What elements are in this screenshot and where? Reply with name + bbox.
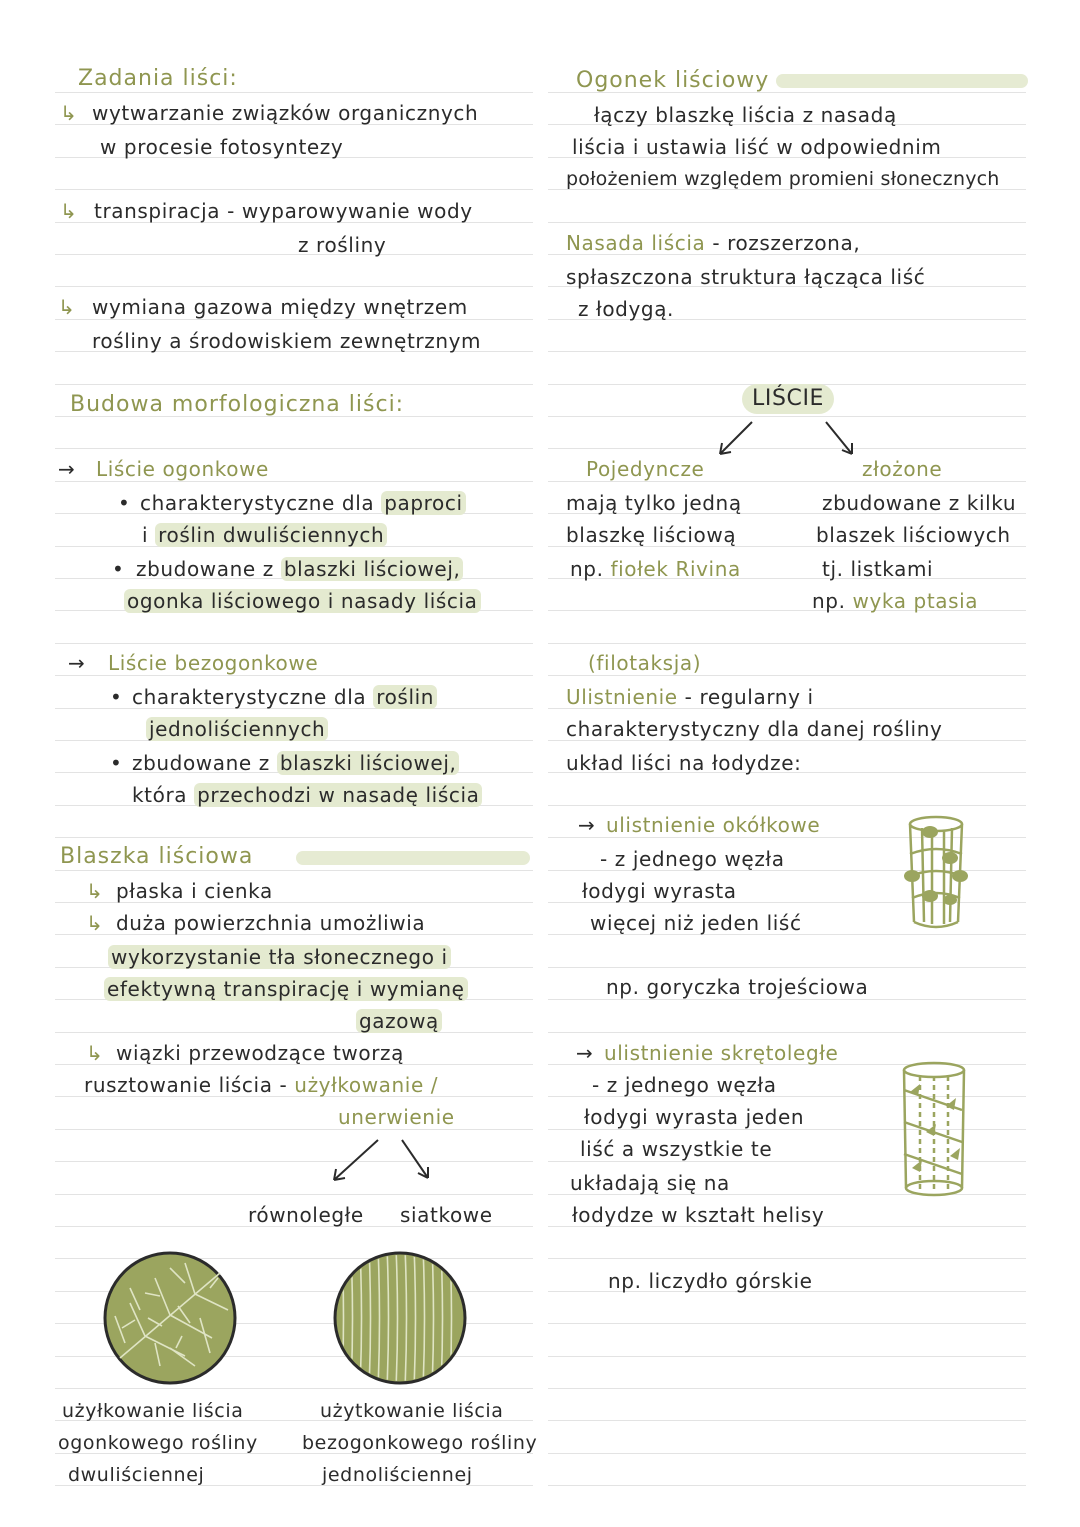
caption-1-l1: użyłkowanie liścia: [62, 1400, 244, 1422]
ruled-line: [55, 837, 533, 838]
ogonek-l3: położeniem względem promieni słonecznych: [566, 168, 1000, 190]
okolkowe-l1: - z jednego węzła: [600, 847, 785, 871]
ruled-line: [548, 351, 1026, 352]
right-arrow-icon: →: [576, 1041, 594, 1065]
branch-arrows-icon: [320, 1136, 440, 1186]
hook-arrow-icon: ↳: [60, 199, 78, 223]
branch-right-label: siatkowe: [400, 1203, 493, 1227]
caption-2-l3: jednoliściennej: [322, 1464, 473, 1486]
bezogonkowe-b2: zbudowane z blaszki liściowej,: [132, 750, 459, 776]
ruled-line: [548, 1453, 1026, 1454]
ogonkowe-b1-cont: i roślin dwuliściennych: [142, 522, 387, 548]
ruled-line: [548, 1032, 1026, 1033]
right-arrow-icon: →: [578, 813, 596, 837]
caption-1-l3: dwuliściennej: [68, 1464, 205, 1486]
skretolegle-l2: łodygi wyrasta jeden: [584, 1105, 805, 1129]
bullet-dot-icon: •: [110, 751, 123, 775]
zadania-item-3: wymiana gazowa między wnętrzem: [92, 295, 468, 319]
liscie-badge: LIŚCIE: [742, 384, 834, 414]
ogonek-l1: łączy blaszkę liścia z nasadą: [594, 103, 897, 127]
bullet-dot-icon: •: [118, 491, 131, 515]
caption-2-l1: użytkowanie liścia: [320, 1400, 504, 1422]
blaszka-item-2-cont2: efektywną transpirację i wymianę: [104, 976, 468, 1002]
ruled-line: [548, 1258, 1026, 1259]
ruled-line: [55, 1194, 533, 1195]
skretolegle-l5: łodydze w kształt helisy: [572, 1203, 825, 1227]
blaszka-item-3-cont: rusztowanie liścia - użyłkowanie /: [84, 1073, 439, 1097]
okolkowe-l2: łodygi wyrasta: [582, 879, 737, 903]
zlozone-l3: tj. listkami: [822, 557, 934, 581]
branch-arrows-icon: [700, 420, 870, 460]
ruled-line: [55, 448, 533, 449]
right-arrow-icon: →: [68, 651, 86, 675]
ruled-line: [55, 1129, 533, 1130]
budowa-title: Budowa morfologiczna liści:: [70, 392, 405, 417]
ruled-line: [548, 967, 1026, 968]
hook-arrow-icon: ↳: [86, 1041, 104, 1065]
parallel-venation-icon: [330, 1248, 470, 1388]
blaszka-item-2-cont3: gazową: [356, 1008, 442, 1034]
ruled-line: [55, 92, 533, 93]
skretolegle-l4: układają się na: [570, 1171, 730, 1195]
zadania-item-3-cont: rośliny a środowiskiem zewnętrznym: [92, 329, 482, 353]
ruled-line: [548, 222, 1026, 223]
nasada-l2: spłaszczona struktura łącząca liść: [566, 265, 926, 289]
ruled-line: [55, 384, 533, 385]
reticulate-venation-icon: [100, 1248, 240, 1388]
ogonek-title: Ogonek liściowy: [576, 68, 770, 93]
ruled-line: [55, 1032, 533, 1033]
bullet-dot-icon: •: [112, 557, 125, 581]
hook-arrow-icon: ↳: [86, 879, 104, 903]
ruled-line: [548, 1388, 1026, 1389]
bezogonkowe-b1-cont: jednoliściennych: [146, 716, 328, 742]
blaszka-item-2: duża powierzchnia umożliwia: [116, 911, 426, 935]
bezogonkowe-b1: charakterystyczne dla roślin: [132, 684, 437, 710]
ruled-line: [548, 1356, 1026, 1357]
hook-arrow-icon: ↳: [60, 101, 78, 125]
spiral-stem-icon: [896, 1060, 972, 1200]
bullet-dot-icon: •: [110, 685, 123, 709]
branch-left-label: równoległe: [248, 1203, 364, 1227]
zadania-item-1-cont: w procesie fotosyntezy: [100, 135, 344, 159]
ogonkowe-b2: zbudowane z blaszki liściowej,: [136, 556, 463, 582]
ruled-line: [55, 870, 533, 871]
ruled-line: [548, 1420, 1026, 1421]
ruled-line: [548, 1485, 1026, 1486]
skretolegle-example: np. liczydło górskie: [608, 1269, 813, 1293]
zlozone-l2: blaszek liściowych: [816, 523, 1011, 547]
filotaksja-label: (filotaksja): [588, 651, 702, 675]
skretolegle-l1: - z jednego węzła: [592, 1073, 777, 1097]
bezogonkowe-title: Liście bezogonkowe: [108, 651, 319, 675]
ulistnienie-l2: charakterystyczny dla danej rośliny: [566, 717, 943, 741]
skretolegle-title: ulistnienie skrętoległe: [604, 1041, 839, 1065]
ogonkowe-title: Liście ogonkowe: [96, 457, 269, 481]
ruled-line: [55, 189, 533, 190]
hook-arrow-icon: ↳: [58, 295, 76, 319]
caption-2-l2: bezogonkowego rośliny: [302, 1432, 538, 1454]
skretolegle-l3: liść a wszystkie te: [580, 1137, 773, 1161]
right-arrow-icon: →: [58, 457, 76, 481]
pojedyncze-title: Pojedyncze: [586, 457, 705, 481]
pojedyncze-l1: mają tylko jedną: [566, 491, 742, 515]
ulistnienie-l3: układ liści na łodydze:: [566, 751, 802, 775]
title-underline-bar: [296, 851, 530, 865]
ruled-line: [55, 643, 533, 644]
ogonkowe-b1: charakterystyczne dla paproci: [140, 490, 466, 516]
nasada-l1: Nasada liścia - rozszerzona,: [566, 231, 861, 255]
hook-arrow-icon: ↳: [86, 911, 104, 935]
blaszka-item-3: wiązki przewodzące tworzą: [116, 1041, 404, 1065]
pojedyncze-l3: np. fiołek Rivina: [570, 557, 741, 581]
ruled-line: [55, 254, 533, 255]
ruled-line: [55, 1388, 533, 1389]
okolkowe-example: np. goryczka trojeściowa: [606, 975, 869, 999]
ruled-line: [548, 643, 1026, 644]
pojedyncze-l2: blaszkę liściową: [566, 523, 737, 547]
ruled-line: [548, 416, 1026, 417]
zlozone-l4: np. wyka ptasia: [812, 589, 979, 613]
zadania-item-2: transpiracja - wyparowywanie wody: [94, 199, 473, 223]
ruled-line: [55, 1161, 533, 1162]
ruled-line: [548, 805, 1026, 806]
blaszka-item-2-cont1: wykorzystanie tła słonecznego i: [108, 944, 451, 970]
nasada-l3: z łodygą.: [578, 297, 675, 321]
zlozone-l1: zbudowane z kilku: [822, 491, 1017, 515]
bezogonkowe-b2-cont: która przechodzi w nasadę liścia: [132, 782, 482, 808]
blaszka-title: Blaszka liściowa: [60, 844, 254, 869]
ulistnienie-l1: Ulistnienie - regularny i: [566, 685, 814, 709]
ruled-line: [55, 286, 533, 287]
zadania-title: Zadania liści:: [78, 66, 238, 91]
blaszka-item-1: płaska i cienka: [116, 879, 273, 903]
ruled-line: [548, 1323, 1026, 1324]
zadania-item-1: wytwarzanie związków organicznych: [92, 101, 479, 125]
caption-1-l2: ogonkowego rośliny: [58, 1432, 258, 1454]
ogonek-l2: liścia i ustawia liść w odpowiednim: [572, 135, 942, 159]
zadania-item-2-cont: z rośliny: [298, 233, 387, 257]
zlozone-title: złożone: [862, 457, 943, 481]
ogonkowe-b2-cont: ogonka liściowego i nasady liścia: [124, 588, 481, 614]
okolkowe-title: ulistnienie okółkowe: [606, 813, 821, 837]
okolkowe-l3: więcej niż jeden liść: [590, 911, 802, 935]
blaszka-item-3-cont2: unerwienie: [338, 1105, 455, 1129]
whorled-stem-icon: [900, 814, 972, 932]
title-underline-bar: [776, 74, 1028, 88]
